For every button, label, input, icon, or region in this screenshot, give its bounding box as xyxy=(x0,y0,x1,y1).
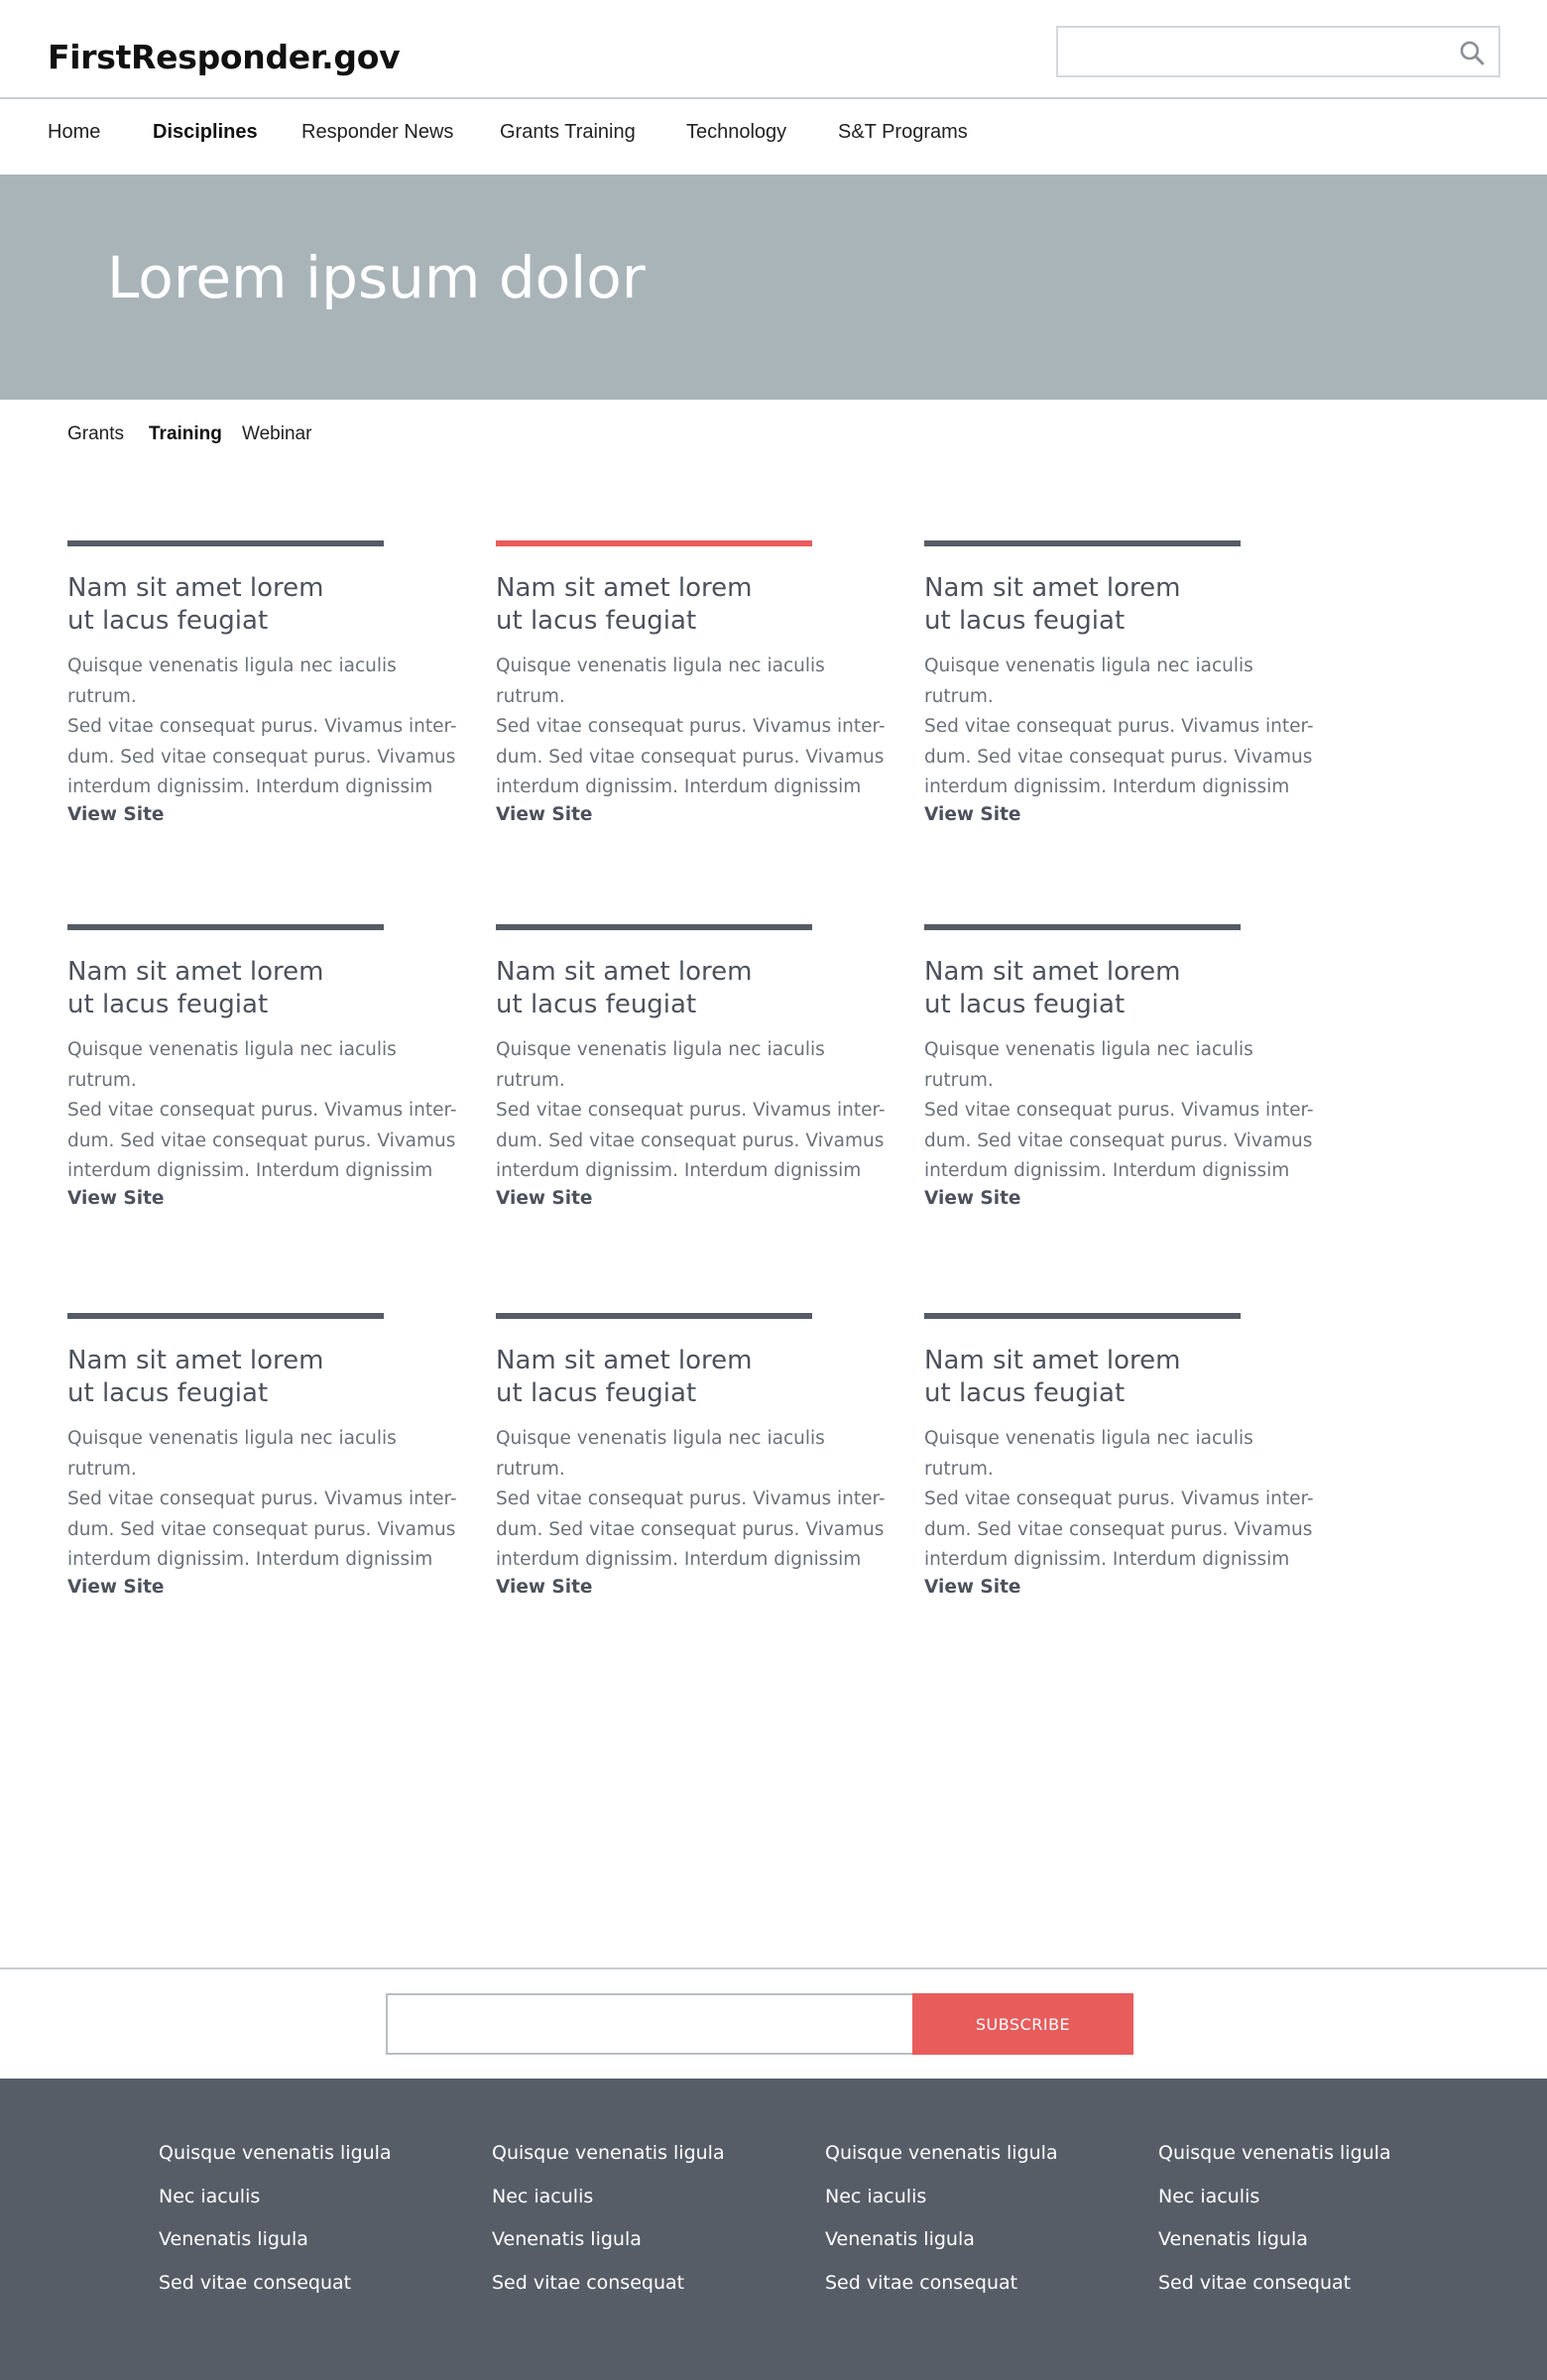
card-description-line: Quisque venenatis ligula nec iaculis rutrum. xyxy=(496,655,825,707)
card-title-line: Nam sit amet lorem xyxy=(496,573,753,603)
card-description xyxy=(496,652,892,803)
view-site-link[interactable]: View Site xyxy=(67,804,165,825)
card-description-line: Quisque venenatis ligula nec iaculis rutrum. xyxy=(67,655,397,707)
card-description xyxy=(924,1035,1321,1187)
card-description-line: Quisque venenatis ligula nec iaculis rutrum. xyxy=(924,1428,1253,1480)
card-description-line: interdum dignissim. Interdum dignissim xyxy=(924,1549,1290,1570)
card-description-line: Quisque venenatis ligula nec iaculis rutrum. xyxy=(496,1039,825,1091)
footer-link[interactable]: Venenatis ligula xyxy=(825,2228,975,2250)
footer-link[interactable]: Nec iaculis xyxy=(159,2186,261,2207)
card-title-line: Nam sit amet lorem xyxy=(496,1346,753,1375)
card-title xyxy=(924,956,1321,1021)
view-site-link[interactable]: View Site xyxy=(67,1577,165,1598)
card-title-line: Nam sit amet lorem xyxy=(67,1346,324,1375)
card-description-line: Sed vitae consequat purus. Vivamus inter- xyxy=(496,1100,886,1121)
card-top-bar xyxy=(496,1313,812,1319)
card-description-line: dum. Sed vitae consequat purus. Vivamus xyxy=(496,746,885,768)
site-logo[interactable]: FirstResponder.gov xyxy=(48,38,401,76)
footer-link[interactable]: Quisque venenatis ligula xyxy=(825,2142,1058,2164)
card-title-line: ut lacus feugiat xyxy=(496,606,697,636)
nav-item-technology[interactable]: Technology xyxy=(686,121,787,143)
card-description-line: dum. Sed vitae consequat purus. Vivamus xyxy=(924,1130,1313,1151)
card-description-line: Quisque venenatis ligula nec iaculis rutrum. xyxy=(67,1039,397,1091)
footer-link[interactable]: Venenatis ligula xyxy=(492,2228,642,2250)
search-input[interactable] xyxy=(1058,28,1435,75)
nav-item-st-programs[interactable]: S&T Programs xyxy=(838,121,968,143)
card-title-line: ut lacus feugiat xyxy=(496,1378,697,1408)
hero-title: Lorem ipsum dolor xyxy=(107,244,646,311)
card-description-line: dum. Sed vitae consequat purus. Vivamus xyxy=(924,746,1313,768)
footer-link[interactable]: Quisque venenatis ligula xyxy=(1158,2142,1391,2164)
card-title xyxy=(924,572,1321,638)
card-title-line: Nam sit amet lorem xyxy=(496,957,753,987)
card-title-line: ut lacus feugiat xyxy=(67,1378,269,1408)
footer-link[interactable]: Sed vitae consequat xyxy=(492,2272,685,2294)
footer-link[interactable]: Venenatis ligula xyxy=(1158,2228,1308,2250)
content-card xyxy=(67,924,464,1222)
card-description-line: Sed vitae consequat purus. Vivamus inter- xyxy=(67,716,457,737)
view-site-link[interactable]: View Site xyxy=(67,1188,165,1209)
card-title-line: ut lacus feugiat xyxy=(924,1378,1126,1408)
card-description-line: interdum dignissim. Interdum dignissim xyxy=(924,1160,1290,1181)
card-title xyxy=(924,1345,1321,1410)
card-description-line: Quisque venenatis ligula nec iaculis rutrum. xyxy=(496,1428,825,1480)
card-description-line: interdum dignissim. Interdum dignissim xyxy=(67,1549,433,1570)
subtab-webinar[interactable]: Webinar xyxy=(242,423,312,444)
card-title xyxy=(67,956,464,1021)
card-top-bar xyxy=(924,540,1241,546)
card-description-line: interdum dignissim. Interdum dignissim xyxy=(496,1160,862,1181)
footer-link[interactable]: Quisque venenatis ligula xyxy=(492,2142,725,2164)
content-card xyxy=(924,540,1321,838)
card-description-line: dum. Sed vitae consequat purus. Vivamus xyxy=(496,1518,885,1540)
footer-link[interactable]: Nec iaculis xyxy=(1158,2186,1260,2207)
card-description-line: interdum dignissim. Interdum dignissim xyxy=(924,776,1290,797)
nav-item-home[interactable]: Home xyxy=(48,121,101,143)
card-description-line: interdum dignissim. Interdum dignissim xyxy=(496,776,862,797)
card-description-line: Sed vitae consequat purus. Vivamus inter- xyxy=(924,716,1314,737)
card-title xyxy=(496,956,892,1021)
footer-link[interactable]: Sed vitae consequat xyxy=(825,2272,1018,2294)
card-description-line: Quisque venenatis ligula nec iaculis rutrum. xyxy=(924,655,1253,707)
content-card xyxy=(924,1313,1321,1610)
card-description-line: Quisque venenatis ligula nec iaculis rutrum. xyxy=(67,1428,397,1480)
card-description-line: dum. Sed vitae consequat purus. Vivamus xyxy=(67,1518,456,1540)
card-description-line: dum. Sed vitae consequat purus. Vivamus xyxy=(496,1130,885,1151)
content-card xyxy=(496,540,892,838)
view-site-link[interactable]: View Site xyxy=(496,1188,593,1209)
card-title-line: Nam sit amet lorem xyxy=(924,957,1181,987)
card-title xyxy=(67,572,464,638)
content-card xyxy=(67,1313,464,1610)
card-description-line: Sed vitae consequat purus. Vivamus inter- xyxy=(496,1488,886,1509)
search-box xyxy=(1056,26,1500,77)
view-site-link[interactable]: View Site xyxy=(924,1188,1021,1209)
nav-item-responder-news[interactable]: Responder News xyxy=(301,121,454,143)
card-top-bar xyxy=(67,1313,384,1319)
content-card xyxy=(67,540,464,838)
card-description xyxy=(924,1424,1321,1576)
search-icon[interactable] xyxy=(1459,40,1485,65)
hero-banner xyxy=(0,175,1547,400)
card-title xyxy=(496,1345,892,1410)
main-nav xyxy=(0,99,1547,175)
card-description-line: dum. Sed vitae consequat purus. Vivamus xyxy=(67,746,456,768)
card-top-bar xyxy=(496,540,812,546)
view-site-link[interactable]: View Site xyxy=(924,1577,1021,1598)
card-top-bar xyxy=(924,1313,1241,1319)
content-card xyxy=(924,924,1321,1222)
view-site-link[interactable]: View Site xyxy=(496,804,593,825)
card-description-line: interdum dignissim. Interdum dignissim xyxy=(496,1549,862,1570)
card-title xyxy=(67,1345,464,1410)
card-description-line: interdum dignissim. Interdum dignissim xyxy=(67,1160,433,1181)
card-title-line: Nam sit amet lorem xyxy=(924,1346,1181,1375)
card-title-line: ut lacus feugiat xyxy=(67,990,269,1019)
card-description-line: Sed vitae consequat purus. Vivamus inter- xyxy=(496,716,886,737)
subtab-training[interactable]: Training xyxy=(149,423,222,444)
card-description xyxy=(496,1035,892,1187)
card-description-line: dum. Sed vitae consequat purus. Vivamus xyxy=(67,1130,456,1151)
footer-link[interactable]: Venenatis ligula xyxy=(159,2228,308,2250)
card-title-line: Nam sit amet lorem xyxy=(924,573,1181,603)
card-description xyxy=(496,1424,892,1576)
card-title-line: ut lacus feugiat xyxy=(924,990,1126,1019)
card-top-bar xyxy=(924,924,1241,930)
view-site-link[interactable]: View Site xyxy=(496,1577,593,1598)
card-description-line: Sed vitae consequat purus. Vivamus inter- xyxy=(67,1488,457,1509)
card-description-line: interdum dignissim. Interdum dignissim xyxy=(67,776,433,797)
card-description xyxy=(67,1035,464,1187)
card-top-bar xyxy=(67,540,384,546)
site-footer xyxy=(0,2079,1547,2380)
card-description-line: Sed vitae consequat purus. Vivamus inter- xyxy=(67,1100,457,1121)
content-card xyxy=(496,1313,892,1610)
card-top-bar xyxy=(496,924,812,930)
card-description-line: Sed vitae consequat purus. Vivamus inter- xyxy=(924,1100,1314,1121)
card-title-line: Nam sit amet lorem xyxy=(67,573,324,603)
footer-link[interactable]: Nec iaculis xyxy=(492,2186,594,2207)
footer-link[interactable]: Nec iaculis xyxy=(825,2186,927,2207)
card-description-line: Sed vitae consequat purus. Vivamus inter- xyxy=(924,1488,1314,1509)
subscribe-email-input[interactable] xyxy=(386,1993,913,2055)
subtab-grants[interactable]: Grants xyxy=(67,423,125,444)
card-description-line: dum. Sed vitae consequat purus. Vivamus xyxy=(924,1518,1313,1540)
card-title-line: ut lacus feugiat xyxy=(924,606,1126,636)
content-card xyxy=(496,924,892,1222)
nav-item-grants-training[interactable]: Grants Training xyxy=(500,121,636,143)
nav-item-disciplines[interactable]: Disciplines xyxy=(153,121,258,143)
footer-link[interactable]: Sed vitae consequat xyxy=(159,2272,352,2294)
site-header xyxy=(0,0,1547,99)
card-title-line: Nam sit amet lorem xyxy=(67,957,324,987)
view-site-link[interactable]: View Site xyxy=(924,804,1021,825)
card-title-line: ut lacus feugiat xyxy=(496,990,697,1019)
footer-link[interactable]: Sed vitae consequat xyxy=(1158,2272,1352,2294)
card-description xyxy=(67,652,464,803)
card-title-line: ut lacus feugiat xyxy=(67,606,269,636)
card-top-bar xyxy=(67,924,384,930)
subscribe-band xyxy=(0,1967,1547,2079)
card-description-line: Quisque venenatis ligula nec iaculis rutrum. xyxy=(924,1039,1253,1091)
footer-link[interactable]: Quisque venenatis ligula xyxy=(159,2142,392,2164)
subscribe-button[interactable]: SUBSCRIBE xyxy=(912,1993,1133,2055)
card-title xyxy=(496,572,892,638)
card-description xyxy=(67,1424,464,1576)
card-description xyxy=(924,652,1321,803)
